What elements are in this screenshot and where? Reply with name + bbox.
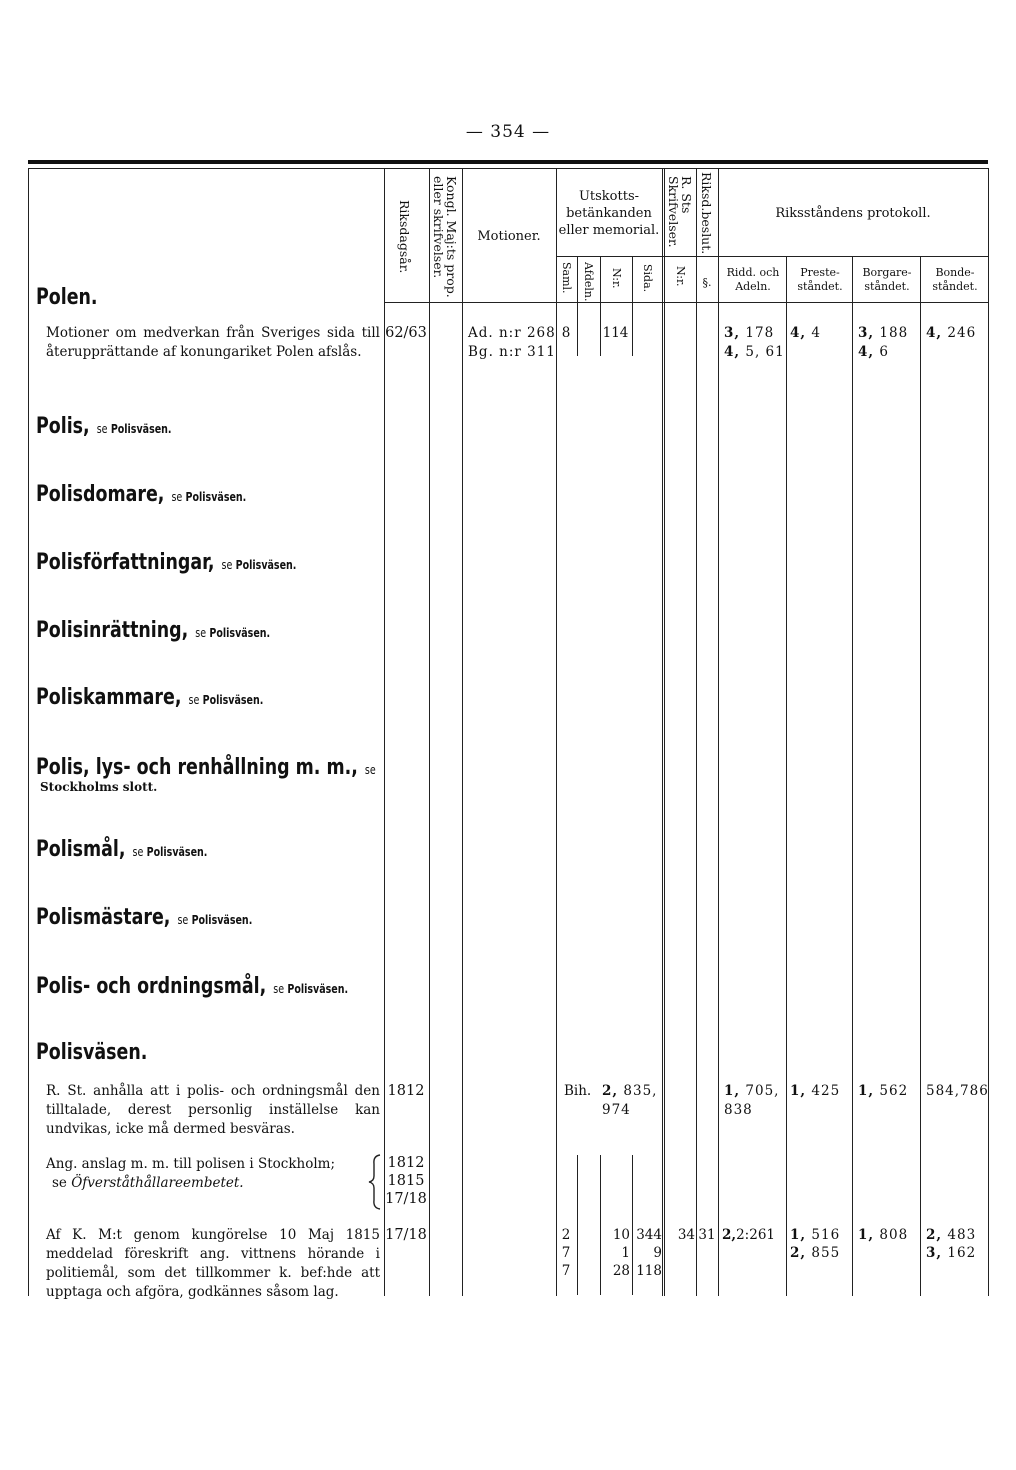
header-ridd: Ridd. och Adeln. — [726, 266, 780, 293]
entry-polisforfattningar: Polisförfattningar, se Polisväsen. — [36, 550, 297, 575]
header-bond: Bonde-ståndet. — [932, 266, 978, 293]
entry-poliskammare: Poliskammare, se Polisväsen. — [36, 685, 264, 710]
page-number: — 354 — — [465, 122, 551, 142]
header-kongl-prop: Kongl. Maj:ts prop. eller skrifvelser. — [431, 176, 459, 298]
header-paragraph: §. — [702, 276, 712, 289]
header-borg: Borgare-ståndet. — [862, 266, 912, 293]
entry-polismastare: Polismästare, se Polisväsen. — [36, 905, 253, 930]
header-riksdbeslut: Riksd.beslut. — [699, 172, 714, 255]
entry-polis: Polis, se Polisväsen. — [36, 414, 172, 439]
entry-polisvasen: Polisväsen. — [36, 1040, 148, 1065]
header-motioner: Motioner. — [477, 229, 541, 244]
entry-polis-lys-ref: Stockholms slott. — [40, 780, 158, 794]
header-nr: N:r. — [610, 268, 623, 289]
top-rule — [28, 160, 988, 164]
entry-polis-ordning: Polis- och ordningsmål, se Polisväsen. — [36, 974, 349, 999]
brace-icon — [368, 1154, 382, 1210]
header-rsts: R. Sts Skrifvelser. — [666, 176, 694, 248]
header-afdeln: Afdeln. — [582, 262, 595, 302]
header-sida: Sida. — [641, 264, 654, 293]
entry-polisinrattning: Polisinrättning, se Polisväsen. — [36, 618, 271, 643]
entry-polisdomare: Polisdomare, se Polisväsen. — [36, 482, 247, 507]
entry-polis-lys: Polis, lys- och renhållning m. m., se — [36, 755, 376, 780]
header-rsts-nr: N:r. — [674, 266, 687, 287]
entry-polismal: Polismål, se Polisväsen. — [36, 837, 208, 862]
header-riksdagsar: Riksdagsår. — [397, 200, 412, 274]
header-protokoll: Riksståndens protokoll. — [775, 206, 931, 221]
entry-polen: Polen. — [36, 285, 98, 310]
header-prest: Preste-ståndet. — [797, 266, 843, 293]
header-saml: Saml. — [560, 262, 573, 294]
